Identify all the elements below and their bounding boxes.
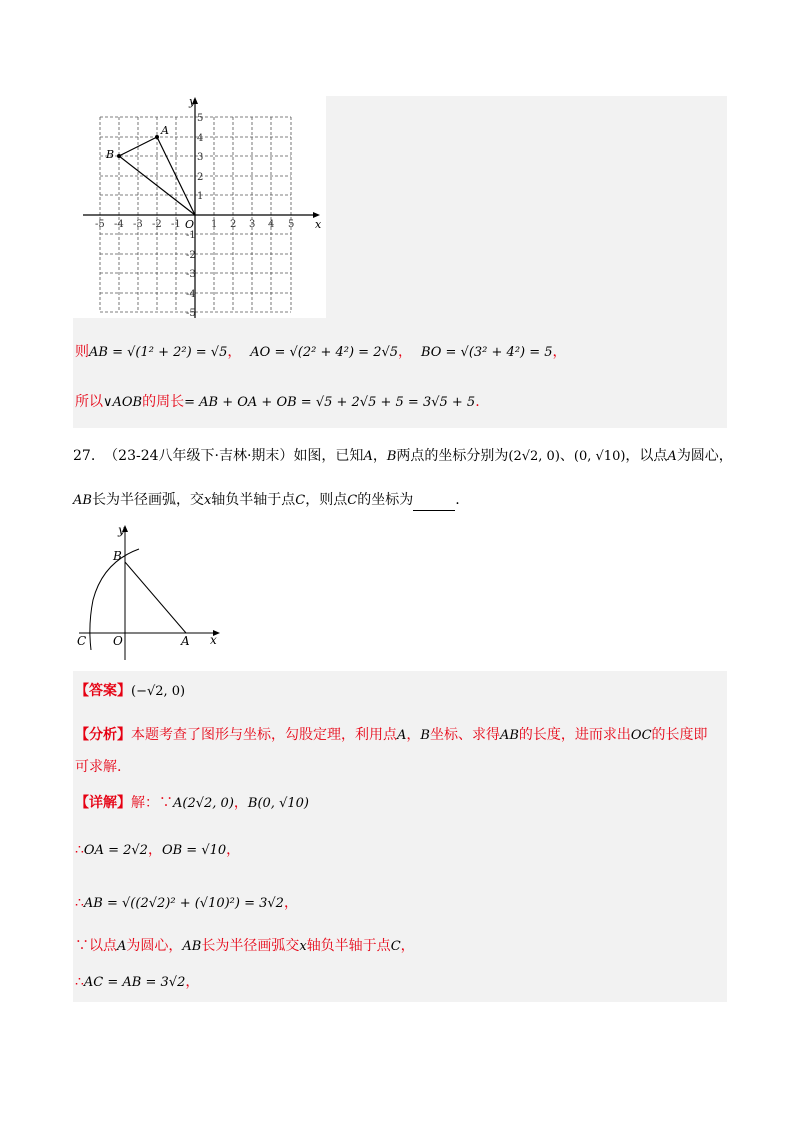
question-source: （23-24八年级下·吉林·期末） [104,448,294,464]
math-ab: AB = √(1² + 2²) = √5 [89,345,228,360]
y-tick: 5 [197,113,204,124]
math-c: C [347,493,358,508]
segment-ab [125,562,186,633]
question-number: 27. [73,448,96,464]
comma: ， [233,795,248,811]
detail-tag: 【详解】 [75,795,131,811]
math-oa: OA = 2√2 [83,843,148,858]
question-text: 为圆心， [676,448,733,464]
y-tick: 2 [197,172,204,183]
x-tick: -3 [133,219,143,230]
x-tick: -4 [114,219,124,230]
step-1 [75,840,240,861]
comma: ， [147,842,162,858]
x-tick: 5 [288,219,295,230]
x-tick: 4 [268,219,275,230]
math-b: B [420,728,430,743]
y-tick: -2 [186,250,196,261]
math-a: A [117,939,127,954]
math-a: A [363,449,373,464]
x-label: x [210,633,217,647]
prefix-suoyi: 所以 [75,394,103,410]
step-text: 为圆心， [126,938,183,954]
origin-label: O [185,218,195,231]
analysis-tag: 【分析】 [75,727,131,743]
math-ab: AB [182,939,202,954]
math-ab: AB [73,493,92,508]
math-x: x [203,493,212,508]
step-text: 轴负半轴于点 [306,938,391,954]
question-text: 如图，已知 [293,448,364,464]
o-label: O [113,634,123,648]
y-tick: 1 [197,191,204,202]
comma: ， [372,448,387,464]
point-a-label: A [161,124,169,137]
period: . [455,492,460,508]
math-c: C [390,939,401,954]
y-tick: -3 [186,269,196,280]
x-tick: -2 [152,219,162,230]
y-tick: -5 [186,308,196,318]
therefore-symbol: ∴ [75,974,84,990]
question-graph-svg [73,520,223,660]
analysis-text: 的长度即 [651,727,708,743]
math-point-b: B(0, √10) [247,796,309,811]
b-label: B [113,549,122,563]
c-label: C [77,634,87,648]
sep: ， [398,344,413,360]
comma: ， [185,974,200,990]
analysis-line-1 [75,725,708,746]
math-perimeter: = AB + OA + OB = √5 + 2√5 + 5 = 3√5 + 5 [184,395,476,410]
math-c: C [295,493,306,508]
step-text: 以点 [89,938,117,954]
comma: ， [283,895,298,911]
math-oc: OC [630,728,652,743]
question-text: ，则点 [305,492,348,508]
comma: ， [406,727,421,743]
comma: ， [226,842,241,858]
question-text: 长为半径画弧，交 [91,492,204,508]
therefore-symbol: ∴ [75,842,84,858]
x-tick: -1 [171,219,181,230]
answer-line [75,681,185,702]
analysis-line-2 [75,757,121,777]
step-4 [75,972,199,993]
answer-blank [413,496,455,511]
coordinate-graph-aob [73,96,326,318]
math-ao: AO = √(2² + 4²) = 2√5 [250,345,399,360]
detail-line [75,793,309,814]
question-text: 两点的坐标分别为 [396,448,509,464]
answer-value: (−√2, 0) [131,684,186,699]
math-ac: AC = AB = 3√2 [83,975,186,990]
because-symbol: ∵ [75,938,89,954]
math-a: A [667,449,677,464]
math-ob: OB = √10 [161,843,227,858]
analysis-text: 可求解. [75,759,122,775]
point-b-label: B [106,148,115,161]
analysis-text: 的长度，进而求出 [518,727,631,743]
question-text: 轴负半轴于点 [211,492,296,508]
math-x: x [299,939,307,954]
sep: ， [552,344,567,360]
solution-line-perimeter [75,392,480,413]
point-a-dot [155,135,159,139]
math-a: A [397,728,407,743]
x-tick: 3 [249,219,256,230]
dun-sep: 、 [559,448,574,464]
solution-line-lengths [75,342,567,363]
question-text: ，以点 [625,448,668,464]
y-tick: -1 [186,230,196,241]
perimeter-text: 的周长 [142,394,185,410]
math-coord-b: (0, √10) [573,449,626,464]
y-label: y [118,523,125,537]
math-triangle: ∨AOB [103,395,143,410]
comma: ， [400,938,415,954]
question-line-1 [73,446,733,467]
question-line-2 [73,490,460,511]
y-tick: 4 [197,133,204,144]
analysis-text: 坐标、求得 [429,727,500,743]
math-coord-a: (2√2, 0) [508,449,560,464]
point-b-dot [117,154,121,158]
math-point-a: A(2√2, 0) [173,796,234,811]
question-graph [73,520,223,660]
x-tick: -5 [95,219,105,230]
math-b: B [386,449,397,464]
step-3 [75,936,415,957]
prefix-ze: 则 [75,344,89,360]
question-text: 的坐标为 [357,492,414,508]
detail-intro: 解：∵ [131,795,173,811]
y-axis-label: y [189,96,196,108]
graph-aob-svg [73,96,326,318]
math-bo: BO = √(3² + 4²) = 5 [420,345,553,360]
x-axis-label: x [315,218,322,231]
x-tick: 1 [211,219,218,230]
y-tick: -4 [186,289,196,300]
step-2 [75,893,298,914]
math-ab: AB [499,728,519,743]
a-label: A [181,634,190,648]
step-text: 长为半径画弧交 [201,938,300,954]
answer-tag: 【答案】 [75,683,131,699]
x-tick: 2 [230,219,237,230]
period: . [475,394,480,410]
analysis-text: 本题考查了图形与坐标，勾股定理，利用点 [131,727,397,743]
math-ab-calc: AB = √((2√2)² + (√10)²) = 3√2 [83,896,284,911]
sep: ， [227,344,242,360]
therefore-symbol: ∴ [75,895,84,911]
y-tick: 3 [197,152,204,163]
